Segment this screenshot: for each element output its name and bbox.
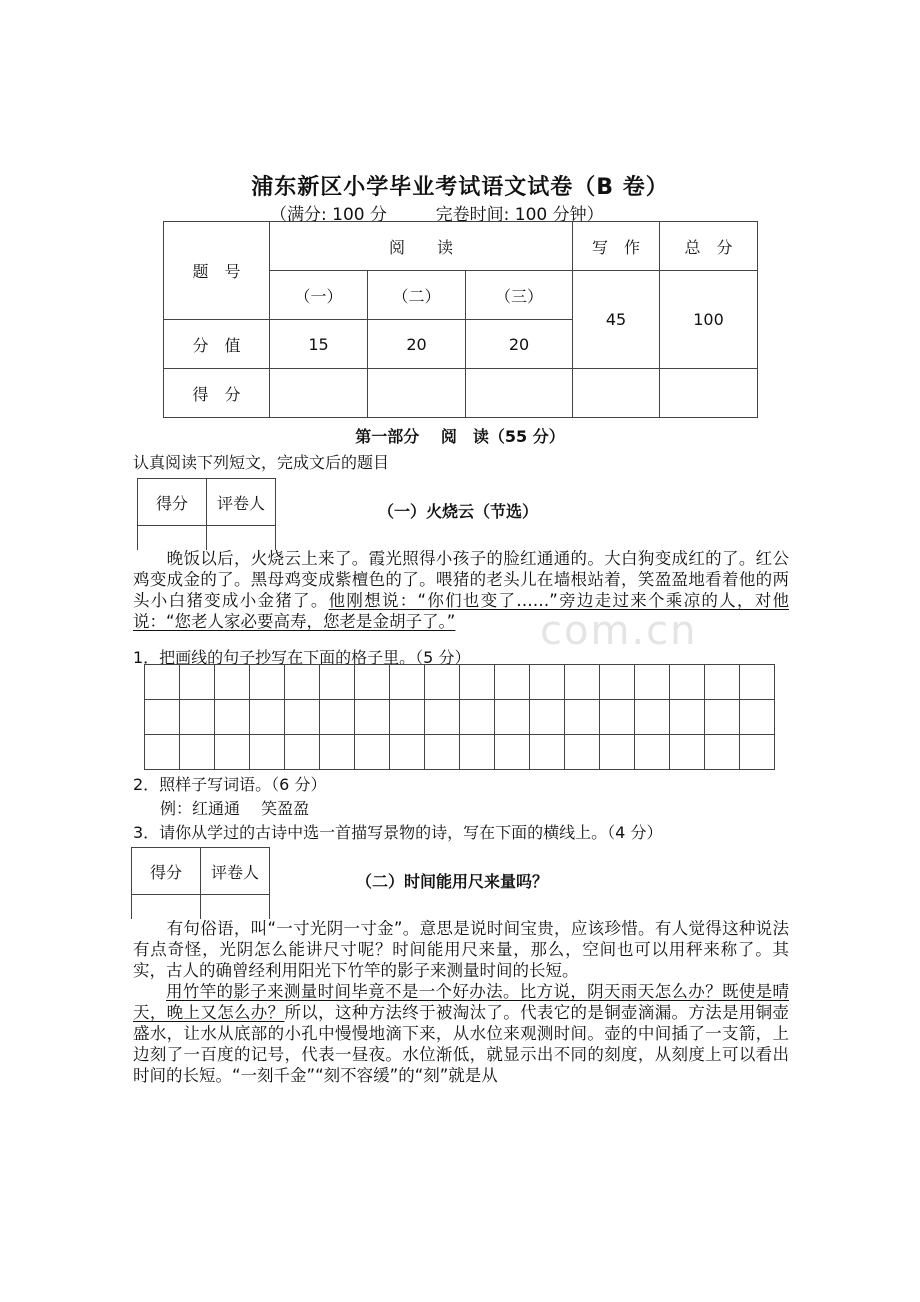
grid-cell[interactable] xyxy=(425,665,460,700)
grid-cell[interactable] xyxy=(530,735,565,770)
grid-cell[interactable] xyxy=(355,700,390,735)
grader-reviewer-label: 评卷人 xyxy=(201,848,270,895)
question-3: 3．请你从学过的古诗中选一首描写景物的诗，写在下面的横线上。（4 分） xyxy=(133,823,663,842)
grader-box-1 xyxy=(137,478,276,550)
grid-cell[interactable] xyxy=(530,700,565,735)
grid-cell[interactable] xyxy=(425,735,460,770)
total-value: 100 xyxy=(660,271,758,369)
question-2-example: 例：红通通 笑盈盈 xyxy=(160,799,310,818)
grader-reviewer-cell[interactable] xyxy=(201,895,270,920)
grid-cell[interactable] xyxy=(390,700,425,735)
part-1-value: 15 xyxy=(270,320,368,369)
score-cell[interactable] xyxy=(466,369,573,418)
passage-text: 晚饭以后，火烧云上来了。霞光照得小孩子的脸红通通的。大白狗变成红的了。红公鸡变成金的了。黑母鸡变成紫檀色的了。喂猪的老头儿在墙根站着，笑盈盈地看着他的两头小白猪变成小金猪了。 xyxy=(133,549,789,610)
grid-row xyxy=(145,665,775,700)
grader-reviewer-label: 评卷人 xyxy=(207,479,276,526)
grader-score-cell[interactable] xyxy=(132,895,201,920)
grid-cell[interactable] xyxy=(180,700,215,735)
question-1: 1．把画线的句子抄写在下面的格子里。（5 分） xyxy=(133,648,471,667)
grid-cell[interactable] xyxy=(250,700,285,735)
grid-cell[interactable] xyxy=(670,735,705,770)
grid-cell[interactable] xyxy=(355,735,390,770)
score-cell[interactable] xyxy=(270,369,368,418)
grid-cell[interactable] xyxy=(530,665,565,700)
grid-cell[interactable] xyxy=(215,735,250,770)
underlined-sentence: 用竹竿的影子来测量时间毕竟不是一个好办法。比方说，阴天雨天怎么办？既使是晴天，晚上又怎么办？ xyxy=(133,982,789,1022)
paragraph-2 xyxy=(133,981,789,1086)
grid-row xyxy=(145,700,775,735)
grader-score-cell[interactable] xyxy=(138,526,207,551)
part-1-header: （一） xyxy=(270,271,368,320)
grader-reviewer-cell[interactable] xyxy=(207,526,276,551)
paragraph-2-rest: 所以，这种方法终于被淘汰了。代表它的是铜壶滴漏。方法是用铜壶盛水，让水从底部的小孔中慢慢地滴下来，从水位来观测时间。壶的中间插了一支箭，上边刻了一百度的记号，代表一昼夜。水位渐低，就显示出不同的刻度，从刻度上可以看出时间的长短。“一刻千金”“刻不容缓”的“刻”就是从 xyxy=(133,1003,790,1085)
grid-cell[interactable] xyxy=(285,735,320,770)
grid-cell[interactable] xyxy=(635,735,670,770)
grid-cell[interactable] xyxy=(565,735,600,770)
grid-cell[interactable] xyxy=(740,735,775,770)
grid-cell[interactable] xyxy=(565,700,600,735)
grid-cell[interactable] xyxy=(285,700,320,735)
grid-cell[interactable] xyxy=(705,735,740,770)
value-row-label: 分 值 xyxy=(164,320,270,369)
grid-cell[interactable] xyxy=(425,700,460,735)
grid-cell[interactable] xyxy=(740,665,775,700)
grid-cell[interactable] xyxy=(495,735,530,770)
grader-score-label: 得分 xyxy=(132,848,201,895)
paragraph-1: 有句俗语，叫“一寸光阴一寸金”。意思是说时间宝贵，应该珍惜。有人觉得这种说法有点奇怪，光阴怎么能讲尺寸呢？时间能用尺来量，那么，空间也可以用秤来称了。其实，古人的确曾经利用阳光下竹竿的影子来测量时间的长短。 xyxy=(133,919,789,980)
grid-cell[interactable] xyxy=(145,735,180,770)
section-2-passage xyxy=(133,918,789,1086)
grid-cell[interactable] xyxy=(460,700,495,735)
grader-score-label: 得分 xyxy=(138,479,207,526)
part-3-value: 20 xyxy=(466,320,573,369)
exam-title: 浦东新区小学毕业考试语文试卷（B 卷） xyxy=(251,175,669,200)
question-number-header: 题 号 xyxy=(164,222,270,320)
grid-cell[interactable] xyxy=(145,665,180,700)
part-3-header: （三） xyxy=(466,271,573,320)
grid-cell[interactable] xyxy=(320,700,355,735)
grid-cell[interactable] xyxy=(285,665,320,700)
grid-cell[interactable] xyxy=(670,665,705,700)
part-one-instruction: 认真阅读下列短文，完成文后的题目 xyxy=(133,453,390,472)
writing-header: 写 作 xyxy=(573,222,660,271)
score-table xyxy=(163,221,758,418)
part-2-value: 20 xyxy=(368,320,466,369)
grader-box-2 xyxy=(131,847,270,919)
grid-cell[interactable] xyxy=(320,665,355,700)
writing-value: 45 xyxy=(573,271,660,369)
grid-cell[interactable] xyxy=(705,665,740,700)
question-2: 2．照样子写词语。（6 分） xyxy=(133,775,327,794)
grid-cell[interactable] xyxy=(215,700,250,735)
watermark: com.cn xyxy=(540,608,698,654)
grid-cell[interactable] xyxy=(635,700,670,735)
section-2-title: （二）时间能用尺来量吗？ xyxy=(356,872,549,891)
part-2-header: （二） xyxy=(368,271,466,320)
section-1-title: （一）火烧云（节选） xyxy=(378,502,539,521)
grid-cell[interactable] xyxy=(250,735,285,770)
grid-cell[interactable] xyxy=(145,700,180,735)
reading-header: 阅 读 xyxy=(270,222,573,271)
grid-cell[interactable] xyxy=(320,735,355,770)
score-cell[interactable] xyxy=(573,369,660,418)
grid-cell[interactable] xyxy=(495,665,530,700)
grid-cell[interactable] xyxy=(600,665,635,700)
grid-cell[interactable] xyxy=(740,700,775,735)
grid-cell[interactable] xyxy=(180,665,215,700)
grid-cell[interactable] xyxy=(600,735,635,770)
grid-cell[interactable] xyxy=(250,665,285,700)
grid-cell[interactable] xyxy=(565,665,600,700)
score-cell[interactable] xyxy=(660,369,758,418)
total-header: 总 分 xyxy=(660,222,758,271)
grid-cell[interactable] xyxy=(460,665,495,700)
got-score-row-label: 得 分 xyxy=(164,369,270,418)
exam-subtitle: （满分: 100 分 完卷时间: 100 分钟） xyxy=(270,205,604,225)
copy-grid[interactable] xyxy=(144,664,775,770)
grid-cell[interactable] xyxy=(460,735,495,770)
grid-cell[interactable] xyxy=(180,735,215,770)
grid-cell[interactable] xyxy=(355,665,390,700)
grid-cell[interactable] xyxy=(670,700,705,735)
grid-cell[interactable] xyxy=(705,700,740,735)
grid-cell[interactable] xyxy=(600,700,635,735)
score-cell[interactable] xyxy=(368,369,466,418)
grid-cell[interactable] xyxy=(215,665,250,700)
grid-cell[interactable] xyxy=(635,665,670,700)
part-one-title: 第一部分 阅 读（55 分） xyxy=(355,427,565,446)
underlined-sentence: 他刚想说：“你们也变了……”旁边走过来个乘凉的人，对他说：“您老人家必要高寿，您老是金胡子了。” xyxy=(133,591,789,631)
grid-cell[interactable] xyxy=(390,665,425,700)
grid-cell[interactable] xyxy=(495,700,530,735)
grid-cell[interactable] xyxy=(390,735,425,770)
grid-row xyxy=(145,735,775,770)
